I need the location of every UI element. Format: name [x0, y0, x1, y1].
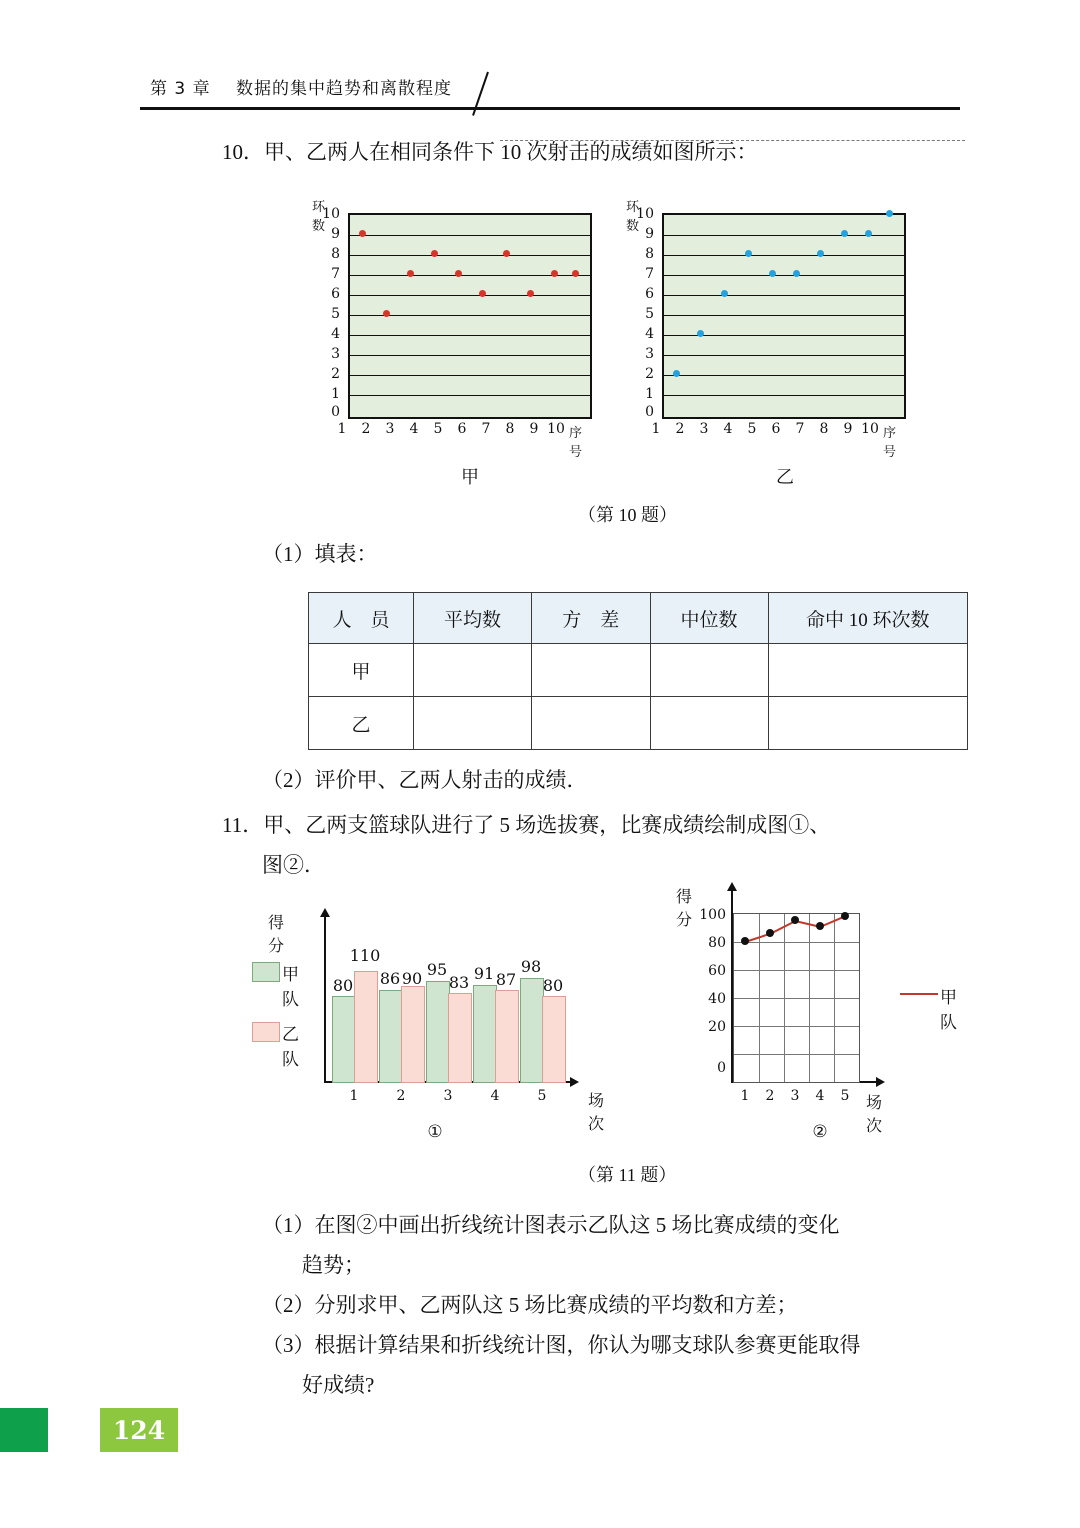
- table-cell-jia-median[interactable]: [650, 644, 768, 697]
- bar-label-yi-3: 83: [448, 973, 470, 992]
- line-xtick-5: 5: [840, 1088, 850, 1104]
- scatter-yi-plot-area: [662, 213, 906, 419]
- bar-label-yi-4: 87: [495, 970, 517, 989]
- scatter-yi-caption: 乙: [776, 467, 794, 487]
- line-legend-label: 甲队: [940, 988, 957, 1032]
- statistics-table: [308, 592, 968, 750]
- table-cell-jia-variance[interactable]: [531, 644, 650, 697]
- question-11-sub2: （2）分别求甲、乙两队这 5 场比赛成绩的平均数和方差；: [262, 1293, 798, 1317]
- scatter-yi-ylabel: 环数: [626, 199, 640, 233]
- figure-2-number: ②: [812, 1122, 828, 1141]
- bar-jia-1: [332, 996, 356, 1083]
- table-header-cell-4: 命中 10 环次数: [768, 593, 967, 644]
- line-x-arrow-icon: [876, 1077, 885, 1087]
- line-point-2: [766, 929, 774, 937]
- line-xtick-4: 4: [815, 1088, 825, 1104]
- table-header-cell-1: 平均数: [413, 593, 531, 644]
- question-11-stem-line1: 11．甲、乙两支篮球队进行了 5 场选拔赛，比赛成绩绘制成图①、: [222, 813, 831, 837]
- line-ytick-20: 20: [708, 1019, 726, 1035]
- bar-label-jia-3: 95: [426, 960, 448, 979]
- bar-label-jia-1: 80: [332, 976, 354, 995]
- table-header-cell-2: 方 差: [531, 593, 650, 644]
- question-11-sub1-line2: 趋势；: [302, 1253, 365, 1277]
- line-ytick-0: 0: [717, 1060, 726, 1076]
- bar-yi-5: [542, 996, 566, 1083]
- legend-label-yi: 乙队: [282, 1025, 299, 1069]
- table-cell-yi-tens[interactable]: [768, 697, 967, 750]
- header-rule: [140, 107, 960, 110]
- bar-label-jia-4: 91: [473, 964, 495, 983]
- scatter-yi-xlabel: 序号: [883, 425, 897, 459]
- line-point-1: [741, 937, 749, 945]
- table-row: [309, 697, 968, 750]
- line-point-5: [841, 912, 849, 920]
- scatter-jia-xlabel: 序号: [569, 425, 583, 459]
- bar-label-jia-2: 86: [379, 969, 401, 988]
- footer-green-bar: [0, 1408, 48, 1452]
- bar-label-yi-2: 90: [401, 969, 423, 988]
- bar-x-arrow-icon: [570, 1077, 579, 1087]
- bar-xtick-3: 3: [443, 1088, 453, 1104]
- table-header-cell-0: 人 员: [309, 593, 414, 644]
- table-cell-yi-label: 乙: [309, 697, 414, 750]
- page-number: 124: [112, 1415, 166, 1445]
- legend-swatch-yi: [252, 1022, 280, 1042]
- line-point-3: [791, 916, 799, 924]
- bar-jia-2: [379, 990, 403, 1083]
- line-point-4: [816, 922, 824, 930]
- table-cell-yi-mean[interactable]: [413, 697, 531, 750]
- line-legend-swatch: [900, 993, 938, 995]
- table-cell-yi-median[interactable]: [650, 697, 768, 750]
- question-10-figure-caption: （第 10 题）: [578, 505, 677, 525]
- question-10-sub2: （2）评价甲、乙两人射击的成绩．: [262, 768, 588, 792]
- question-11-figure-caption: （第 11 题）: [578, 1165, 677, 1185]
- bar-y-arrow-icon: [320, 908, 330, 917]
- line-ytick-100: 100: [699, 907, 726, 923]
- line-ylabel: 得分: [676, 889, 693, 929]
- header-chapter: 第 3 章: [150, 79, 211, 99]
- question-11-stem-line2: 图②．: [262, 853, 325, 877]
- question-11-sub3-line1: （3）根据计算结果和折线统计图，你认为哪支球队参赛更能取得: [262, 1333, 861, 1357]
- legend-label-jia: 甲队: [282, 965, 299, 1009]
- bar-jia-4: [473, 985, 497, 1083]
- bar-label-yi-1: 110: [349, 946, 381, 965]
- bar-yi-4: [495, 990, 519, 1083]
- bar-label-jia-5: 98: [520, 957, 542, 976]
- line-y-arrow-icon: [727, 882, 737, 891]
- line-xtick-2: 2: [765, 1088, 775, 1104]
- question-10-sub1: （1）填表：: [262, 542, 378, 566]
- scatter-jia-ylabel: 环数: [312, 199, 326, 233]
- bar-xtick-2: 2: [396, 1088, 406, 1104]
- bar-label-yi-5: 80: [542, 976, 564, 995]
- question-10-stem: 10．甲、乙两人在相同条件下 10 次射击的成绩如图所示：: [222, 140, 758, 164]
- bar-yi-3: [448, 993, 472, 1083]
- bar-ylabel: 得分: [268, 915, 285, 955]
- bar-xtick-5: 5: [537, 1088, 547, 1104]
- bar-y-axis: [324, 917, 326, 1082]
- line-ytick-60: 60: [708, 963, 726, 979]
- scatter-jia-caption: 甲: [461, 467, 479, 487]
- table-cell-yi-variance[interactable]: [531, 697, 650, 750]
- table-row: [309, 644, 968, 697]
- page-header: [0, 60, 1080, 110]
- figure-1-number: ①: [427, 1122, 443, 1141]
- line-xtick-1: 1: [740, 1088, 750, 1104]
- line-ytick-40: 40: [708, 991, 726, 1007]
- bar-jia-3: [426, 981, 450, 1083]
- table-cell-jia-tens[interactable]: [768, 644, 967, 697]
- table-header-row: [309, 593, 968, 644]
- bar-yi-2: [401, 986, 425, 1083]
- line-xtick-3: 3: [790, 1088, 800, 1104]
- table-cell-jia-label: 甲: [309, 644, 414, 697]
- bar-xlabel: 场次: [588, 1093, 605, 1133]
- line-xlabel: 场次: [866, 1095, 883, 1135]
- question-11-sub3-line2: 好成绩?: [302, 1373, 375, 1397]
- question-11-sub1-line1: （1）在图②中画出折线统计图表示乙队这 5 场比赛成绩的变化: [262, 1213, 840, 1237]
- table-cell-jia-mean[interactable]: [413, 644, 531, 697]
- line-ytick-80: 80: [708, 935, 726, 951]
- bar-xtick-1: 1: [349, 1088, 359, 1104]
- legend-swatch-jia: [252, 962, 280, 982]
- header-title: 数据的集中趋势和离散程度: [236, 79, 452, 99]
- bar-xtick-4: 4: [490, 1088, 500, 1104]
- table-header-cell-3: 中位数: [650, 593, 768, 644]
